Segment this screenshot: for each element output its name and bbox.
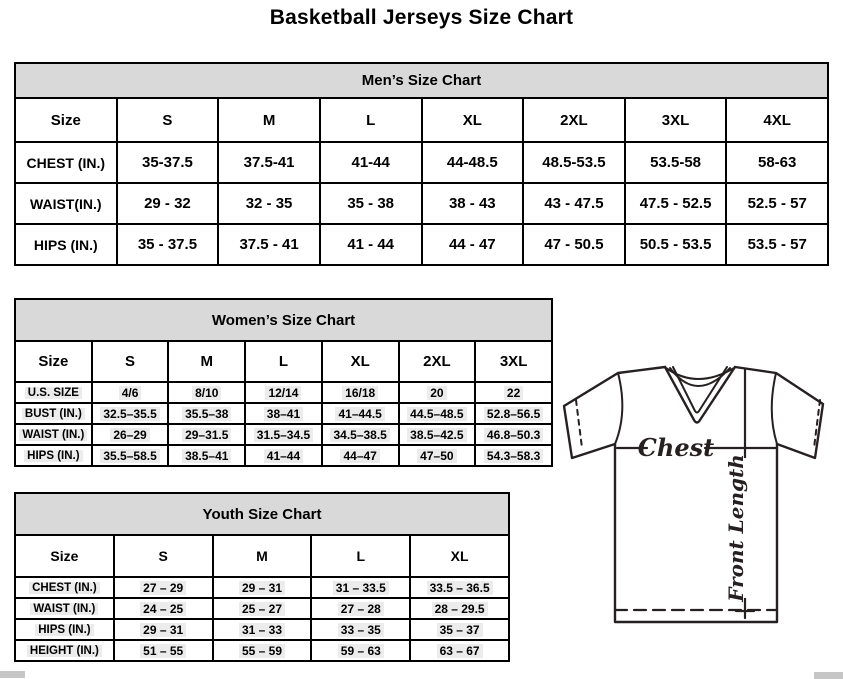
size-value-cell: 53.5-58	[625, 142, 727, 183]
size-value-cell	[92, 382, 169, 403]
highlighted-text: 26–29	[110, 428, 149, 442]
highlighted-text: 16/18	[342, 386, 378, 400]
row-label	[15, 445, 92, 466]
table-title: Youth Size Chart	[15, 493, 509, 535]
row-label	[15, 598, 114, 619]
row-label: HIPS (IN.)	[15, 224, 117, 265]
highlighted-text: 32.5–35.5	[100, 407, 159, 421]
highlighted-text: 28 – 29.5	[432, 602, 488, 616]
size-value-cell	[168, 445, 245, 466]
size-value-cell	[410, 577, 509, 598]
size-header: Size	[15, 98, 117, 142]
highlighted-text: 38.5–42.5	[407, 428, 466, 442]
size-value-cell: 38 - 43	[422, 183, 524, 224]
size-value-cell	[322, 382, 399, 403]
column-header-row	[15, 535, 509, 577]
chest-label: Chest	[637, 433, 715, 462]
table-row	[15, 224, 828, 265]
table-row	[15, 382, 552, 403]
size-value-cell: 41-44	[320, 142, 422, 183]
highlighted-text: 31 – 33.5	[333, 581, 389, 595]
column-header: 2XL	[399, 341, 476, 382]
column-header: 2XL	[523, 98, 625, 142]
column-header: XL	[422, 98, 524, 142]
size-value-cell: 37.5 - 41	[218, 224, 320, 265]
highlighted-text: 54.3–58.3	[484, 449, 543, 463]
horizontal-scrollbar-right-fragment[interactable]	[814, 672, 843, 679]
highlighted-text: 44–47	[340, 449, 379, 463]
highlighted-text: 38.5–41	[182, 449, 231, 463]
size-value-cell: 53.5 - 57	[726, 224, 828, 265]
table-title-row	[15, 63, 828, 98]
size-header: Size	[15, 341, 92, 382]
table-row	[15, 403, 552, 424]
size-value-cell	[92, 445, 169, 466]
size-value-cell: 47.5 - 52.5	[625, 183, 727, 224]
table-row	[15, 142, 828, 183]
size-value-cell	[410, 619, 509, 640]
size-value-cell	[311, 640, 410, 661]
table-title: Men’s Size Chart	[15, 63, 828, 98]
size-value-cell: 58-63	[726, 142, 828, 183]
table-row	[15, 183, 828, 224]
size-value-cell	[245, 445, 322, 466]
front-length-label: Front Length	[724, 454, 748, 602]
size-value-cell: 29 - 32	[117, 183, 219, 224]
table-title: Women’s Size Chart	[15, 299, 552, 341]
highlighted-text: 34.5–38.5	[330, 428, 389, 442]
highlighted-text: 33.5 – 36.5	[427, 581, 493, 595]
womens-table	[14, 298, 553, 467]
column-header-row	[15, 98, 828, 142]
highlighted-text: 51 – 55	[140, 644, 186, 658]
size-value-cell: 37.5-41	[218, 142, 320, 183]
size-value-cell: 47 - 50.5	[523, 224, 625, 265]
page-title: Basketball Jerseys Size Chart	[269, 6, 574, 29]
youth-size-chart-table	[14, 492, 510, 662]
highlighted-text: 20	[427, 386, 446, 400]
size-value-cell	[213, 619, 312, 640]
highlighted-text: 29 – 31	[140, 623, 186, 637]
highlighted-text: 46.8–50.3	[484, 428, 543, 442]
highlighted-text: BUST (IN.)	[22, 408, 85, 420]
size-value-cell	[311, 598, 410, 619]
size-value-cell	[92, 424, 169, 445]
highlighted-text: HEIGHT (IN.)	[27, 645, 102, 657]
row-label: WAIST(IN.)	[15, 183, 117, 224]
highlighted-text: 38–41	[264, 407, 303, 421]
column-header-row	[15, 341, 552, 382]
column-header: M	[168, 341, 245, 382]
size-value-cell	[322, 403, 399, 424]
highlighted-text: 35 – 37	[437, 623, 483, 637]
column-header: S	[92, 341, 169, 382]
highlighted-text: 52.8–56.5	[484, 407, 543, 421]
highlighted-text: 12/14	[265, 386, 301, 400]
column-header: L	[245, 341, 322, 382]
size-value-cell: 44 - 47	[422, 224, 524, 265]
size-value-cell	[399, 424, 476, 445]
womens-size-chart-table	[14, 298, 553, 467]
highlighted-text: 41–44.5	[335, 407, 384, 421]
size-value-cell	[168, 403, 245, 424]
size-value-cell	[311, 619, 410, 640]
size-value-cell: 35 - 38	[320, 183, 422, 224]
highlighted-text: 25 – 27	[239, 602, 285, 616]
highlighted-text: U.S. SIZE	[25, 387, 82, 399]
row-label	[15, 403, 92, 424]
highlighted-text: 8/10	[192, 386, 221, 400]
column-header: S	[117, 98, 219, 142]
highlighted-text: 59 – 63	[338, 644, 384, 658]
size-value-cell: 52.5 - 57	[726, 183, 828, 224]
column-header: 4XL	[726, 98, 828, 142]
size-value-cell	[475, 382, 552, 403]
highlighted-text: 29 – 31	[239, 581, 285, 595]
size-value-cell	[399, 403, 476, 424]
size-value-cell	[213, 577, 312, 598]
size-value-cell	[213, 640, 312, 661]
highlighted-text: 31 – 33	[239, 623, 285, 637]
jersey-collar-back-curve-2	[670, 368, 730, 386]
size-value-cell	[475, 403, 552, 424]
size-header: Size	[15, 535, 114, 577]
highlighted-text: 27 – 29	[140, 581, 186, 595]
size-value-cell: 44-48.5	[422, 142, 524, 183]
highlighted-text: 35.5–38	[182, 407, 231, 421]
size-value-cell: 43 - 47.5	[523, 183, 625, 224]
size-value-cell	[213, 598, 312, 619]
jersey-right-sleeve	[735, 367, 823, 458]
row-label: CHEST (IN.)	[15, 142, 117, 183]
row-label	[15, 619, 114, 640]
highlighted-text: HIPS (IN.)	[24, 450, 82, 462]
highlighted-text: 29–31.5	[182, 428, 231, 442]
highlighted-text: 22	[504, 386, 523, 400]
column-header: XL	[410, 535, 509, 577]
size-value-cell: 41 - 44	[320, 224, 422, 265]
size-value-cell	[245, 403, 322, 424]
row-label	[15, 424, 92, 445]
mens-table	[14, 62, 829, 266]
size-value-cell	[114, 598, 213, 619]
size-value-cell	[168, 424, 245, 445]
highlighted-text: WAIST (IN.)	[19, 429, 87, 441]
size-value-cell	[114, 577, 213, 598]
row-label	[15, 577, 114, 598]
jersey-left-cuff-dashes	[576, 400, 582, 448]
jersey-left-seam	[615, 373, 622, 444]
size-value-cell	[311, 577, 410, 598]
horizontal-scrollbar-left-fragment[interactable]	[0, 671, 25, 678]
size-value-cell	[168, 382, 245, 403]
highlighted-text: CHEST (IN.)	[29, 582, 100, 594]
size-value-cell	[475, 445, 552, 466]
table-row	[15, 445, 552, 466]
row-label	[15, 640, 114, 661]
size-value-cell	[245, 424, 322, 445]
column-header: M	[213, 535, 312, 577]
highlighted-text: WAIST (IN.)	[30, 603, 98, 615]
highlighted-text: 44.5–48.5	[407, 407, 466, 421]
size-value-cell	[410, 598, 509, 619]
size-value-cell	[322, 445, 399, 466]
table-row	[15, 640, 509, 661]
table-row	[15, 577, 509, 598]
size-value-cell: 48.5-53.5	[523, 142, 625, 183]
highlighted-text: 35.5–58.5	[100, 449, 159, 463]
highlighted-text: 55 – 59	[239, 644, 285, 658]
size-value-cell	[322, 424, 399, 445]
highlighted-text: 41–44	[264, 449, 303, 463]
size-value-cell: 50.5 - 53.5	[625, 224, 727, 265]
highlighted-text: 27 – 28	[338, 602, 384, 616]
highlighted-text: 31.5–34.5	[254, 428, 313, 442]
highlighted-text: 33 – 35	[338, 623, 384, 637]
column-header: XL	[322, 341, 399, 382]
column-header: L	[311, 535, 410, 577]
size-value-cell	[410, 640, 509, 661]
size-value-cell	[114, 619, 213, 640]
size-value-cell	[399, 382, 476, 403]
youth-table	[14, 492, 510, 662]
size-value-cell	[245, 382, 322, 403]
highlighted-text: 24 – 25	[140, 602, 186, 616]
column-header: 3XL	[625, 98, 727, 142]
column-header: L	[320, 98, 422, 142]
row-label	[15, 382, 92, 403]
column-header: S	[114, 535, 213, 577]
jersey-right-seam	[772, 373, 777, 444]
highlighted-text: HIPS (IN.)	[35, 624, 93, 636]
highlighted-text: 63 – 67	[437, 644, 483, 658]
size-value-cell	[399, 445, 476, 466]
mens-size-chart-table	[14, 62, 829, 266]
size-value-cell: 35 - 37.5	[117, 224, 219, 265]
table-row	[15, 598, 509, 619]
size-value-cell	[114, 640, 213, 661]
size-value-cell: 32 - 35	[218, 183, 320, 224]
highlighted-text: 4/6	[119, 386, 142, 400]
size-value-cell: 35-37.5	[117, 142, 219, 183]
column-header: 3XL	[475, 341, 552, 382]
jersey-measurement-diagram	[556, 360, 842, 626]
size-value-cell	[92, 403, 169, 424]
table-row	[15, 424, 552, 445]
table-title-row	[15, 299, 552, 341]
size-value-cell	[475, 424, 552, 445]
table-title-row	[15, 493, 509, 535]
table-row	[15, 619, 509, 640]
highlighted-text: 47–50	[417, 449, 456, 463]
column-header: M	[218, 98, 320, 142]
